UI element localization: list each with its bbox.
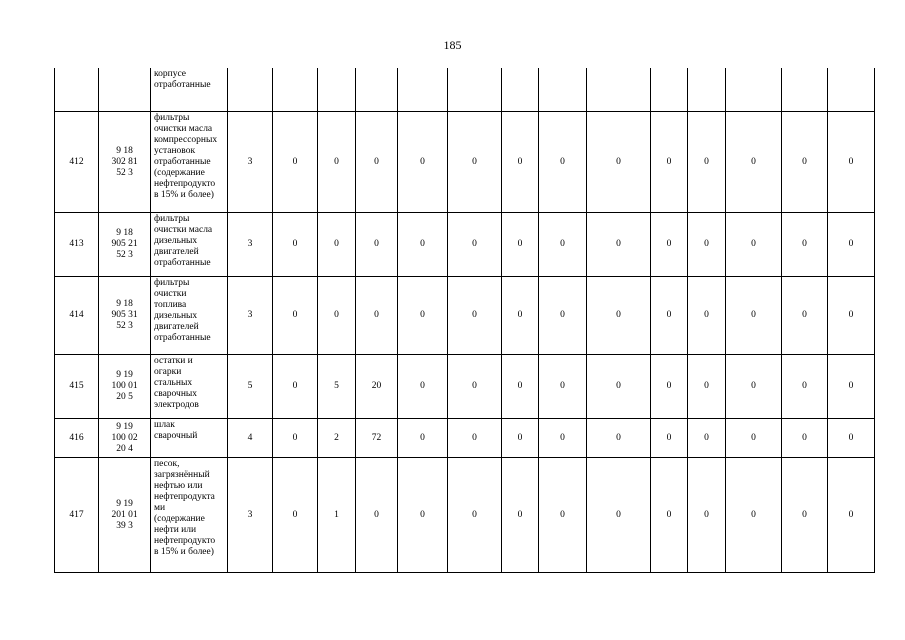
value-cell — [448, 68, 502, 112]
value-cell: 0 — [539, 112, 587, 213]
value-cell: 0 — [398, 458, 448, 573]
value-cell: 0 — [502, 458, 539, 573]
waste-code-cell: 9 18 905 31 52 3 — [99, 277, 151, 355]
value-cell: 0 — [828, 277, 875, 355]
value-cell: 0 — [273, 458, 318, 573]
value-cell: 0 — [587, 277, 651, 355]
table-row — [55, 68, 875, 112]
value-cell: 0 — [539, 419, 587, 458]
value-cell: 0 — [273, 277, 318, 355]
value-cell: 0 — [688, 277, 726, 355]
waste-name-cell: песок, загрязнённый нефтью или нефтепродукта ми (содержание нефти или нефтепродукто в 15% и более) — [151, 458, 228, 573]
value-cell: 3 — [228, 458, 273, 573]
value-cell: 0 — [688, 355, 726, 419]
value-cell: 0 — [502, 355, 539, 419]
value-cell: 0 — [448, 112, 502, 213]
value-cell: 0 — [273, 355, 318, 419]
row-number-cell: 414 — [55, 277, 99, 355]
value-cell: 0 — [587, 419, 651, 458]
value-cell: 0 — [587, 213, 651, 277]
value-cell: 0 — [587, 458, 651, 573]
value-cell — [356, 68, 398, 112]
value-cell: 0 — [782, 355, 828, 419]
value-cell: 0 — [828, 213, 875, 277]
value-cell: 0 — [502, 277, 539, 355]
row-number-cell: 417 — [55, 458, 99, 573]
value-cell: 0 — [651, 458, 688, 573]
value-cell: 0 — [318, 112, 356, 213]
waste-name-cell: остатки и огарки стальных сварочных электродов — [151, 355, 228, 419]
value-cell: 0 — [398, 277, 448, 355]
value-cell: 0 — [448, 419, 502, 458]
value-cell: 0 — [398, 355, 448, 419]
value-cell: 3 — [228, 277, 273, 355]
value-cell — [398, 68, 448, 112]
value-cell: 0 — [726, 277, 782, 355]
row-number-cell: 416 — [55, 419, 99, 458]
waste-code-cell: 9 19 100 02 20 4 — [99, 419, 151, 458]
value-cell: 0 — [828, 419, 875, 458]
value-cell: 0 — [688, 419, 726, 458]
value-cell — [228, 68, 273, 112]
value-cell: 0 — [782, 213, 828, 277]
value-cell: 3 — [228, 112, 273, 213]
value-cell: 0 — [726, 355, 782, 419]
waste-registry-table — [54, 68, 875, 573]
value-cell: 0 — [688, 213, 726, 277]
value-cell: 72 — [356, 419, 398, 458]
value-cell: 0 — [651, 112, 688, 213]
table-row — [55, 419, 875, 458]
value-cell: 0 — [448, 213, 502, 277]
value-cell: 0 — [688, 112, 726, 213]
table-row — [55, 213, 875, 277]
value-cell: 0 — [587, 355, 651, 419]
page-number: 185 — [443, 38, 462, 52]
value-cell: 0 — [828, 355, 875, 419]
row-number-cell: 412 — [55, 112, 99, 213]
value-cell — [587, 68, 651, 112]
value-cell: 0 — [356, 213, 398, 277]
value-cell: 0 — [539, 277, 587, 355]
waste-code-cell: 9 19 201 01 39 3 — [99, 458, 151, 573]
value-cell: 5 — [228, 355, 273, 419]
value-cell — [318, 68, 356, 112]
value-cell: 0 — [651, 355, 688, 419]
value-cell: 0 — [448, 458, 502, 573]
value-cell: 0 — [688, 458, 726, 573]
waste-name-cell: корпусе отработанные — [151, 68, 228, 112]
table-row — [55, 355, 875, 419]
waste-code-cell — [99, 68, 151, 112]
waste-name-cell: фильтры очистки масла дизельных двигателей отработанные — [151, 213, 228, 277]
waste-code-cell: 9 18 302 81 52 3 — [99, 112, 151, 213]
value-cell: 0 — [273, 213, 318, 277]
waste-code-cell: 9 18 905 21 52 3 — [99, 213, 151, 277]
value-cell: 0 — [587, 112, 651, 213]
value-cell: 0 — [782, 419, 828, 458]
value-cell: 0 — [318, 213, 356, 277]
value-cell — [273, 68, 318, 112]
value-cell: 0 — [828, 112, 875, 213]
value-cell: 0 — [273, 419, 318, 458]
value-cell: 0 — [318, 277, 356, 355]
value-cell: 0 — [356, 458, 398, 573]
value-cell: 0 — [502, 419, 539, 458]
value-cell: 0 — [726, 213, 782, 277]
value-cell: 0 — [651, 277, 688, 355]
value-cell — [782, 68, 828, 112]
value-cell: 0 — [539, 213, 587, 277]
table-row — [55, 458, 875, 573]
waste-code-cell: 9 19 100 01 20 5 — [99, 355, 151, 419]
value-cell: 0 — [448, 277, 502, 355]
value-cell: 0 — [273, 112, 318, 213]
table-row — [55, 277, 875, 355]
value-cell: 0 — [539, 458, 587, 573]
value-cell — [828, 68, 875, 112]
row-number-cell: 415 — [55, 355, 99, 419]
value-cell: 0 — [398, 213, 448, 277]
value-cell: 0 — [782, 458, 828, 573]
waste-name-cell: фильтры очистки масла компрессорных установок отработанные (содержание нефтепродукто в 15% и более) — [151, 112, 228, 213]
table-row — [55, 112, 875, 213]
value-cell: 0 — [651, 419, 688, 458]
row-number-cell — [55, 68, 99, 112]
value-cell: 0 — [502, 112, 539, 213]
value-cell: 0 — [726, 419, 782, 458]
value-cell — [502, 68, 539, 112]
value-cell: 0 — [539, 355, 587, 419]
waste-name-cell: фильтры очистки топлива дизельных двигателей отработанные — [151, 277, 228, 355]
value-cell: 0 — [782, 277, 828, 355]
value-cell: 0 — [726, 458, 782, 573]
waste-name-cell: шлак сварочный — [151, 419, 228, 458]
value-cell: 0 — [502, 213, 539, 277]
value-cell: 4 — [228, 419, 273, 458]
value-cell: 0 — [726, 112, 782, 213]
value-cell: 2 — [318, 419, 356, 458]
value-cell: 0 — [398, 419, 448, 458]
row-number-cell: 413 — [55, 213, 99, 277]
value-cell: 3 — [228, 213, 273, 277]
value-cell: 0 — [651, 213, 688, 277]
value-cell: 0 — [828, 458, 875, 573]
value-cell — [539, 68, 587, 112]
value-cell — [688, 68, 726, 112]
value-cell — [651, 68, 688, 112]
value-cell: 0 — [398, 112, 448, 213]
value-cell: 0 — [356, 277, 398, 355]
value-cell: 0 — [448, 355, 502, 419]
value-cell: 5 — [318, 355, 356, 419]
value-cell: 0 — [356, 112, 398, 213]
value-cell — [726, 68, 782, 112]
value-cell: 0 — [782, 112, 828, 213]
value-cell: 20 — [356, 355, 398, 419]
value-cell: 1 — [318, 458, 356, 573]
